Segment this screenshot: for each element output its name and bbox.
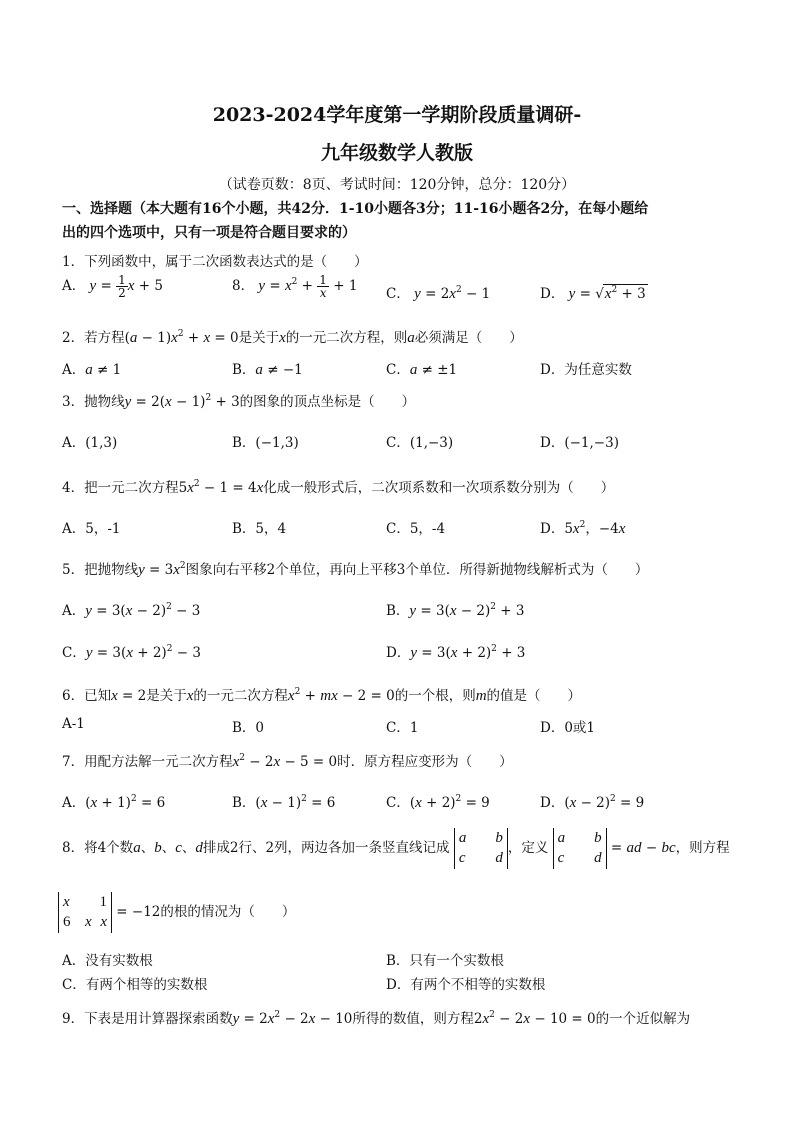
q8-option-d: D．有两个不相等的实数根 xyxy=(386,977,546,993)
q3-option-c: C．(1,−3) xyxy=(386,435,454,451)
question-5-stem: 5．把抛物线$y = 3x^2$图象向右平移2个单位，再向上平移3个单位．所得新抛物线解析式为（ ） xyxy=(62,561,649,578)
q2-option-a: A．a ≠ 1 xyxy=(62,362,122,378)
q5-option-b: B．$y = 3(x - 2)^2 + 3$ xyxy=(386,602,525,619)
q4-option-b: B．5，4 xyxy=(232,521,287,537)
exam-title-line1: 2023-2024学年度第一学期阶段质量调研- xyxy=(212,104,582,126)
q4-option-a: A．5，-1 xyxy=(62,521,121,537)
q2-option-c: C．a ≠ ±1 xyxy=(386,362,458,378)
question-7-stem: 7．用配方法解一元二次方程$x^2 - 2x - 5 = 0$时．原方程应变形为（ ） xyxy=(62,753,513,770)
q7-option-d: D．$(x - 2)^2 = 9$ xyxy=(540,794,645,811)
question-6-stem: 6．已知x = 2是关于x的一元二次方程$x^2$ + mx − 2 = 0的一个根，则m的值是（ ） xyxy=(62,687,582,704)
q8-option-a: A．没有实数根 xyxy=(62,953,153,969)
q7-option-c: C．$(x + 2)^2 = 9$ xyxy=(386,794,490,811)
question-9-stem: 9．下表是用计算器探索函数$y = 2x^2 - 2x - 10$所得的数值，则方程$2x^2 - 2x - 10 = 0$的一个近似解为 xyxy=(62,1010,691,1027)
q5-option-a: A．$y = 3(x - 2)^2 - 3$ xyxy=(62,602,201,619)
q3-option-d: D．(−1,−3) xyxy=(540,435,619,451)
q1-option-c: C． $y = 2x^2 - 1$ xyxy=(386,285,491,302)
exam-title-line2: 九年级数学人教版 xyxy=(320,142,473,164)
q6-option-a: A-1 xyxy=(62,716,85,732)
q8-option-c: C．有两个相等的实数根 xyxy=(62,977,208,993)
question-8-stem: 8．将4个数a、b、c、d排成2行、2列，两边各加一条竖直线记成 a b c d，定义 a b c d = ad − bc，则方程 xyxy=(62,828,730,869)
q1-option-a: A． y = $\frac{1}{2}$ x + 5 xyxy=(62,273,163,300)
q7-option-a: A．$(x + 1)^2 = 6$ xyxy=(62,794,166,811)
q7-option-b: B．$(x - 1)^2 = 6$ xyxy=(232,794,336,811)
question-1-stem: 1．下列函数中，属于二次函数表达式的是（ ） xyxy=(62,254,368,270)
q6-option-c: C．1 xyxy=(386,720,419,736)
q4-option-c: C．5，-4 xyxy=(386,521,446,537)
q5-option-c: C．$y = 3(x + 2)^2 - 3$ xyxy=(62,644,201,661)
q3-option-a: A．(1,3) xyxy=(62,435,118,451)
section-heading-line1: 一、选择题（本大题有16个小题，共42分．1-10小题各3分；11-16小题各2分，在每小题给 xyxy=(62,201,649,217)
q6-option-d: D．0或1 xyxy=(540,720,596,736)
q4-option-d: D．$5x^2$，−4x xyxy=(540,520,626,537)
question-8-equation: x 1 6 x x = −12的根的情况为（ ） xyxy=(58,892,295,933)
q8-option-b: B．只有一个实数根 xyxy=(386,953,504,969)
q1-option-b: 8． $y = x^2$ + $\frac{1}{x}$ + 1 xyxy=(232,273,358,300)
q3-option-b: B．(−1,3) xyxy=(232,435,299,451)
question-3-stem: 3．抛物线$y = 2(x - 1)^2 + 3$的图象的顶点坐标是（ ） xyxy=(62,393,416,410)
q6-option-b: B．0 xyxy=(232,720,265,736)
q5-option-d: D．$y = 3(x + 2)^2 + 3$ xyxy=(386,644,526,661)
q2-option-d: D．为任意实数 xyxy=(540,362,632,378)
question-4-stem: 4．把一元二次方程$5x^2 - 1 = 4x$化成一般形式后，二次项系数和一次项系数分别为（ ） xyxy=(62,479,615,496)
q2-option-b: B．a ≠ −1 xyxy=(232,362,303,378)
q1-option-d: D． $y = √x^2 + 3$ xyxy=(540,285,646,302)
question-2-stem: 2．若方程$(a - 1)x^2 + x = 0$是关于x的一元二次方程，则a必须满足（ ） xyxy=(62,329,523,346)
section-heading-line2: 出的四个选项中，只有一项是符合题目要求的） xyxy=(62,225,356,241)
exam-info: （试卷页数：8页、考试时间：120分钟，总分：120分） xyxy=(218,177,576,193)
